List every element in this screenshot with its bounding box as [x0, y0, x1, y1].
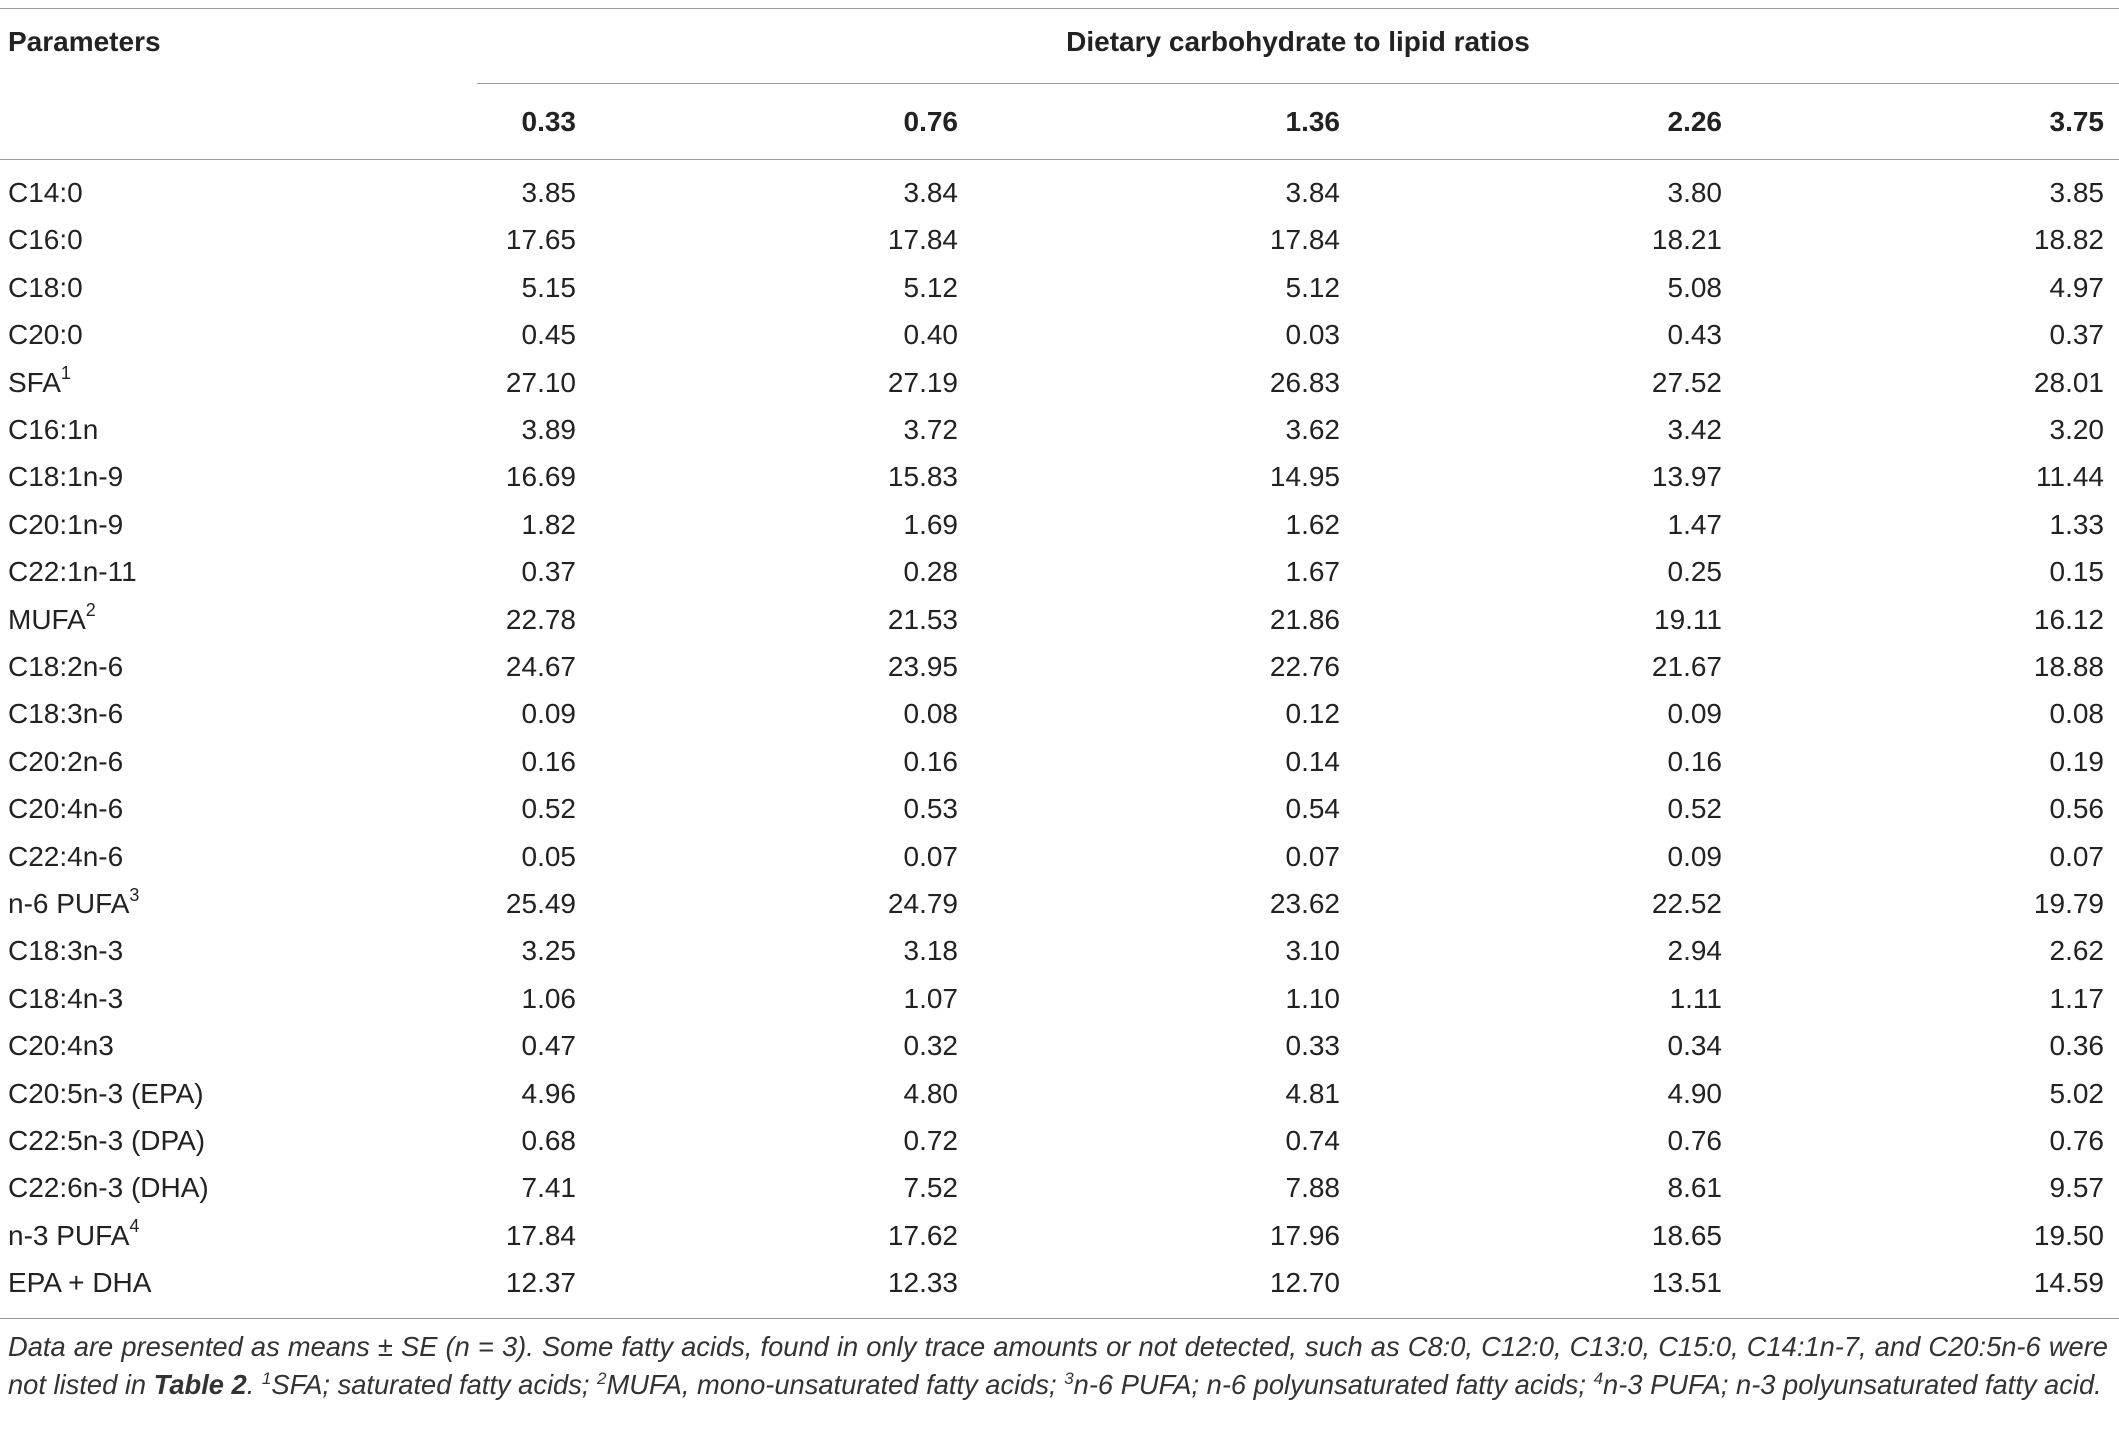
value-cell: 8.61: [1667, 1172, 1722, 1204]
value-cell: 18.21: [1651, 224, 1722, 256]
row-label-text: C22:6n-3 (DHA): [8, 1172, 209, 1204]
value-cell: 3.80: [1667, 177, 1722, 208]
value-cell: 0.16: [903, 745, 958, 777]
value-cell: 2.94: [1667, 935, 1722, 967]
row-label: [8, 311, 83, 358]
value-cell: 0.09: [1667, 698, 1722, 730]
value-cell: 13.51: [1651, 1267, 1722, 1299]
value-cell: 17.84: [505, 1219, 576, 1251]
row-label-text: C20:5n-3 (EPA): [8, 1077, 204, 1109]
value-cell: 21.86: [1269, 603, 1340, 635]
value-cell: 7.52: [903, 1172, 958, 1204]
value-cell: 1.07: [903, 982, 958, 1014]
table-row: [0, 311, 2119, 358]
value-cell: 23.62: [1269, 888, 1340, 919]
footnote-marker-4: 4: [1593, 1368, 1604, 1388]
table-row: [0, 880, 2119, 927]
value-cell: 11.44: [2036, 461, 2104, 493]
value-cell: 3.10: [1285, 935, 1340, 967]
row-label: [8, 216, 83, 263]
footnote-marker-1: 1: [261, 1368, 272, 1388]
value-cell: 0.05: [521, 840, 576, 872]
value-cell: 19.50: [2033, 1219, 2104, 1251]
value-cell: 0.12: [1285, 698, 1340, 730]
value-cell: 1.47: [1667, 508, 1722, 540]
row-label: [8, 690, 123, 737]
value-cell: 0.07: [903, 840, 958, 872]
value-cell: 1.11: [1669, 982, 1722, 1014]
footnote-marker-2: 2: [597, 1368, 607, 1388]
value-cell: 0.36: [2049, 1030, 2104, 1062]
table-row: [0, 1259, 2119, 1306]
value-cell: 19.79: [2033, 888, 2104, 919]
row-label-text: C18:2n-6: [8, 651, 124, 682]
value-cell: 3.72: [903, 414, 958, 445]
value-cell: 14.95: [1269, 461, 1340, 493]
value-cell: 0.37: [2049, 319, 2104, 351]
value-cell: 4.90: [1667, 1077, 1722, 1109]
value-cell: 17.65: [505, 224, 576, 256]
value-cell: 0.25: [1667, 556, 1722, 588]
value-cell: 26.83: [1269, 366, 1340, 398]
value-cell: 22.52: [1651, 888, 1722, 919]
value-cell: 17.62: [887, 1219, 958, 1251]
row-label: [8, 1070, 204, 1117]
row-label: [8, 927, 123, 974]
value-cell: 7.88: [1285, 1172, 1340, 1204]
column-header-ratio-5: 3.75: [2049, 106, 2104, 137]
table-top-rule: [0, 8, 2119, 9]
value-cell: 3.42: [1667, 414, 1722, 445]
footnote-marker-3: 3: [1064, 1368, 1074, 1388]
footnote-def-n3-pufa: n-3 PUFA; n-3 polyunsaturated fatty acid.: [1603, 1369, 2102, 1400]
table-row: [0, 1070, 2119, 1117]
value-cell: 1.06: [521, 982, 576, 1014]
footnote-marker: 2: [85, 600, 96, 621]
footnote-marker: 3: [129, 884, 140, 905]
column-group-rule: [477, 83, 2119, 84]
row-label: [8, 548, 137, 595]
value-cell: 18.65: [1651, 1219, 1722, 1251]
row-label-text: C22:1n-11: [8, 556, 137, 588]
value-cell: 15.83: [887, 461, 958, 493]
value-cell: 12.70: [1269, 1267, 1340, 1299]
value-cell: 0.08: [2049, 698, 2104, 730]
row-label-text: n-3 PUFA: [8, 1219, 130, 1251]
value-cell: 1.33: [2049, 508, 2104, 540]
row-label-text: C20:0: [8, 319, 83, 351]
row-label-text: C16:1n: [8, 414, 99, 445]
value-cell: 3.84: [1285, 177, 1340, 208]
row-label: [8, 1117, 205, 1164]
table-row: [0, 1117, 2119, 1164]
table-row: [0, 690, 2119, 737]
row-label-text: C18:3n-6: [8, 698, 124, 730]
row-label-text: C18:3n-3: [8, 935, 124, 967]
value-cell: 16.69: [505, 461, 576, 493]
row-label-text: C20:2n-6: [8, 745, 124, 777]
row-label: [8, 975, 123, 1022]
table-row: [0, 1022, 2119, 1069]
row-label: [8, 643, 123, 690]
table-bottom-rule: [0, 1318, 2119, 1319]
value-cell: 0.76: [1667, 1125, 1722, 1156]
value-cell: 13.97: [1651, 461, 1722, 493]
value-cell: 0.03: [1285, 319, 1340, 351]
footnote-marker: 1: [60, 363, 71, 384]
value-cell: 0.07: [1285, 840, 1340, 872]
value-cell: 19.11: [1654, 603, 1722, 635]
table-row: [0, 501, 2119, 548]
row-label: [8, 1212, 139, 1259]
column-header-ratio-2: 0.76: [903, 106, 958, 137]
value-cell: 1.17: [2049, 982, 2104, 1014]
row-label-text: SFA: [8, 366, 61, 398]
value-cell: 0.53: [903, 793, 958, 825]
row-label: [8, 501, 123, 548]
value-cell: 1.67: [1285, 556, 1340, 588]
table-row: [0, 738, 2119, 785]
value-cell: 3.20: [2049, 414, 2104, 445]
value-cell: 0.76: [2049, 1125, 2104, 1156]
value-cell: 5.02: [2049, 1077, 2104, 1109]
value-cell: 0.56: [2049, 793, 2104, 825]
row-label: [8, 169, 83, 216]
table-row: [0, 1164, 2119, 1211]
row-label-text: EPA + DHA: [8, 1267, 152, 1299]
value-cell: 5.15: [521, 271, 576, 303]
row-label: [8, 785, 123, 832]
table-row: [0, 264, 2119, 311]
row-label: [8, 359, 71, 406]
table-row: [0, 643, 2119, 690]
value-cell: 12.33: [887, 1267, 958, 1299]
row-label-text: MUFA: [8, 603, 86, 635]
footnote-text: Data are presented as means ± SE (n = 3). Some fatty acids, found in only trace amounts or not detected, such as C8:0, C12:0, C13:0, C15:0, C14:1n-7, and C20:5n-6 were not listed in: [8, 1331, 2108, 1400]
value-cell: 0.09: [521, 698, 576, 730]
value-cell: 21.67: [1651, 651, 1722, 682]
header-bottom-rule: [0, 159, 2119, 160]
row-label-text: C20:4n3: [8, 1030, 114, 1062]
value-cell: 1.82: [521, 508, 576, 540]
row-label-text: C20:1n-9: [8, 508, 124, 540]
value-cell: 3.62: [1285, 414, 1340, 445]
row-label-text: C18:1n-9: [8, 461, 124, 493]
value-cell: 17.84: [887, 224, 958, 256]
table-row: [0, 785, 2119, 832]
value-cell: 0.08: [903, 698, 958, 730]
value-cell: 18.82: [2033, 224, 2104, 256]
value-cell: 0.68: [521, 1125, 576, 1156]
table-row: [0, 975, 2119, 1022]
value-cell: 0.52: [521, 793, 576, 825]
value-cell: 9.57: [2049, 1172, 2104, 1204]
value-cell: 0.34: [1667, 1030, 1722, 1062]
value-cell: 0.74: [1285, 1125, 1340, 1156]
table-row: [0, 359, 2119, 406]
value-cell: 5.08: [1667, 271, 1722, 303]
value-cell: 0.54: [1285, 793, 1340, 825]
value-cell: 0.37: [521, 556, 576, 588]
table-row: [0, 833, 2119, 880]
value-cell: 3.18: [903, 935, 958, 967]
row-label: [8, 596, 96, 643]
table-row: [0, 216, 2119, 263]
value-cell: 0.32: [903, 1030, 958, 1062]
value-cell: 23.95: [887, 651, 958, 682]
value-cell: 21.53: [887, 603, 958, 635]
column-header-ratio-1: 0.33: [521, 106, 576, 137]
row-label-text: C18:4n-3: [8, 982, 124, 1014]
value-cell: 0.43: [1667, 319, 1722, 351]
value-cell: 1.62: [1285, 508, 1340, 540]
value-cell: 24.67: [505, 651, 576, 682]
value-cell: 27.10: [505, 366, 576, 398]
row-label: [8, 1164, 209, 1211]
column-header-ratio-3: 1.36: [1285, 106, 1340, 137]
row-label-text: C14:0: [8, 177, 83, 208]
value-cell: 0.07: [2049, 840, 2104, 872]
value-cell: 4.96: [521, 1077, 576, 1109]
value-cell: 0.47: [521, 1030, 576, 1062]
table-row: [0, 927, 2119, 974]
value-cell: 4.81: [1285, 1077, 1340, 1109]
table-row: [0, 1212, 2119, 1259]
value-cell: 0.09: [1667, 840, 1722, 872]
value-cell: 0.19: [2049, 745, 2104, 777]
value-cell: 0.16: [1667, 745, 1722, 777]
row-label-text: n-6 PUFA: [8, 888, 130, 919]
row-label: [8, 833, 123, 880]
row-label: [8, 264, 83, 311]
value-cell: 3.84: [903, 177, 958, 208]
value-cell: 3.89: [521, 414, 576, 445]
value-cell: 14.59: [2033, 1267, 2104, 1299]
value-cell: 17.84: [1269, 224, 1340, 256]
value-cell: 3.25: [521, 935, 576, 967]
value-cell: 5.12: [1285, 271, 1340, 303]
value-cell: 0.16: [521, 745, 576, 777]
value-cell: 24.79: [887, 888, 958, 919]
footnote-sep: .: [246, 1369, 262, 1400]
value-cell: 12.37: [505, 1267, 576, 1299]
value-cell: 0.40: [903, 319, 958, 351]
row-label: [8, 453, 123, 500]
row-label: [8, 406, 98, 453]
value-cell: 27.52: [1651, 366, 1722, 398]
row-label-text: C18:0: [8, 271, 83, 303]
value-cell: 17.96: [1269, 1219, 1340, 1251]
row-label: [8, 880, 139, 927]
row-label: [8, 738, 123, 785]
value-cell: 28.01: [2033, 366, 2104, 398]
value-cell: 0.14: [1285, 745, 1340, 777]
column-header-ratio-4: 2.26: [1667, 106, 1722, 137]
footnote-marker: 4: [129, 1216, 140, 1237]
parameters-header: Parameters: [8, 26, 161, 57]
footnote-def-n6-pufa: n-6 PUFA; n-6 polyunsaturated fatty acids;: [1073, 1369, 1594, 1400]
table-reference: Table 2: [153, 1369, 247, 1400]
value-cell: 22.76: [1269, 651, 1340, 682]
value-cell: 5.12: [903, 271, 958, 303]
value-cell: 27.19: [887, 366, 958, 398]
row-label: [8, 1259, 151, 1306]
table-row: [0, 406, 2119, 453]
value-cell: 4.97: [2049, 271, 2104, 303]
value-cell: 0.52: [1667, 793, 1722, 825]
value-cell: 16.12: [2033, 603, 2104, 635]
value-cell: 1.10: [1285, 982, 1340, 1014]
value-cell: 0.72: [903, 1125, 958, 1156]
value-cell: 4.80: [903, 1077, 958, 1109]
row-label-text: C16:0: [8, 224, 83, 256]
table-row: [0, 453, 2119, 500]
value-cell: 3.85: [521, 177, 576, 208]
table-row: [0, 548, 2119, 595]
value-cell: 0.33: [1285, 1030, 1340, 1062]
table-footnote: [8, 1328, 2108, 1404]
value-cell: 1.69: [903, 508, 958, 540]
footnote-def-sfa: SFA; saturated fatty acids;: [271, 1369, 598, 1400]
ratio-group-header: Dietary carbohydrate to lipid ratios: [1066, 26, 1530, 57]
value-cell: 22.78: [505, 603, 576, 635]
table-row: [0, 169, 2119, 216]
value-cell: 2.62: [2049, 935, 2104, 967]
value-cell: 3.85: [2049, 177, 2104, 208]
row-label: [8, 1022, 114, 1069]
row-label-text: C22:4n-6: [8, 840, 124, 872]
value-cell: 0.45: [521, 319, 576, 351]
row-label-text: C20:4n-6: [8, 793, 124, 825]
row-label-text: C22:5n-3 (DPA): [8, 1125, 206, 1156]
table-row: [0, 596, 2119, 643]
value-cell: 0.28: [903, 556, 958, 588]
value-cell: 0.15: [2049, 556, 2104, 588]
value-cell: 25.49: [505, 888, 576, 919]
footnote-def-mufa: MUFA, mono-unsaturated fatty acids;: [606, 1369, 1065, 1400]
value-cell: 7.41: [521, 1172, 576, 1204]
value-cell: 18.88: [2033, 651, 2104, 682]
